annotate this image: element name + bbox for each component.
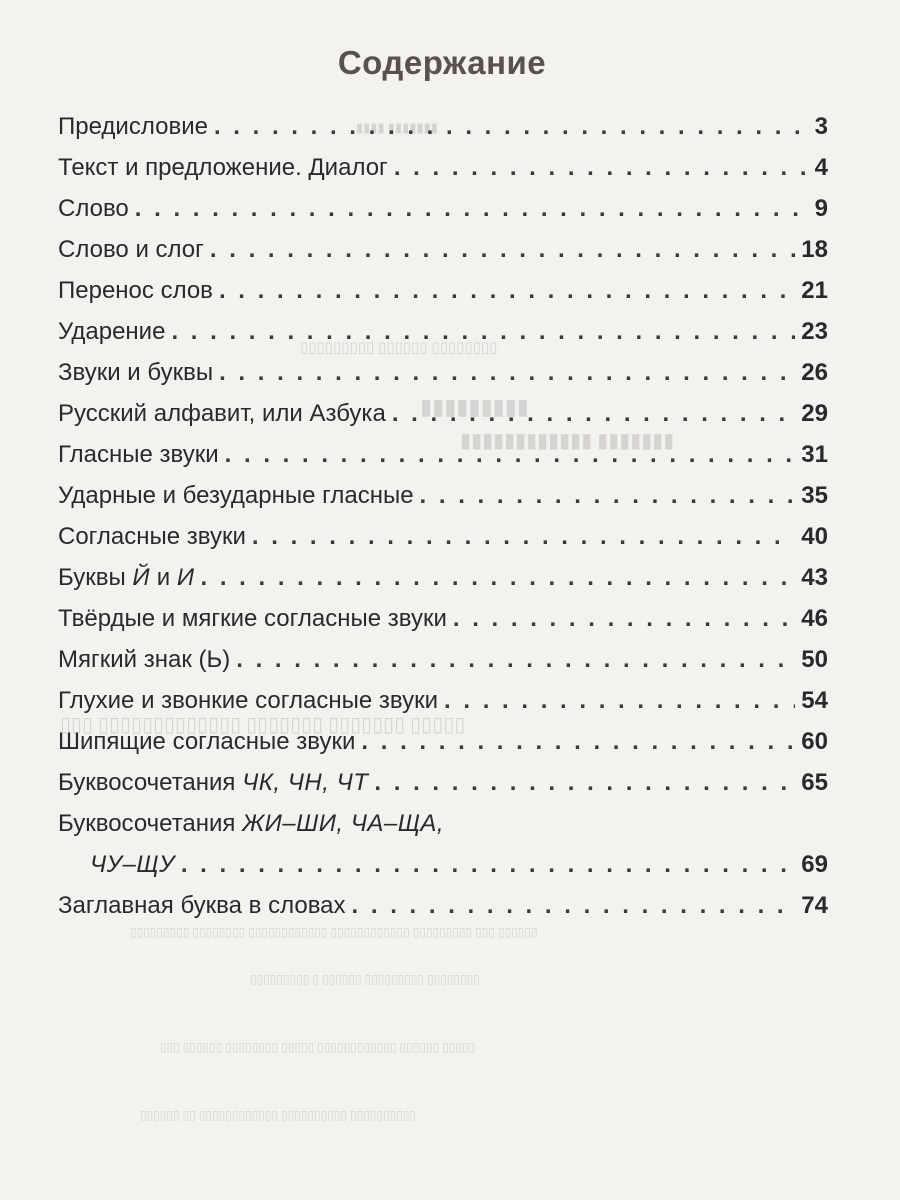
dot-leader: [394, 147, 809, 188]
dot-leader: [420, 475, 796, 516]
dot-leader: [171, 311, 795, 352]
page-title: Содержание: [337, 44, 547, 81]
dot-leader: [135, 188, 809, 229]
dot-leader: [444, 680, 795, 721]
toc-entry[interactable]: [58, 147, 828, 188]
toc-entry-title: Глухие и звонкие согласные звуки: [58, 687, 439, 714]
toc-entry-title-italic: И: [176, 564, 195, 591]
toc-page-number: 26: [801, 359, 828, 386]
toc-page-number: 40: [801, 523, 828, 550]
toc-entry-title: Русский алфавит, или Азбука: [58, 400, 386, 427]
toc-entry-title-text: Буквы: [58, 564, 133, 591]
dot-leader: [219, 352, 795, 393]
toc-entry-title-italic: ЧК, ЧН, ЧТ: [242, 769, 369, 796]
toc-entry-title: Звуки и буквы: [58, 359, 214, 386]
toc-entry-title-italic: Й: [132, 564, 151, 591]
toc-entry[interactable]: [58, 229, 828, 270]
toc-page-number: 18: [801, 236, 828, 263]
dot-leader: [214, 106, 809, 147]
toc-page-number: 21: [801, 277, 828, 304]
toc-page-number: 46: [801, 605, 828, 632]
toc-entry-line-2[interactable]: [58, 844, 828, 885]
show-through-text: ▮▮▮▮▮▮▮▮▮▮▮▮ ▮▮▮▮▮▮▮: [460, 430, 675, 452]
dot-leader: [252, 516, 795, 557]
toc-entry[interactable]: [58, 885, 828, 926]
toc-page-number: 60: [801, 728, 828, 755]
toc-page-number: 74: [801, 892, 828, 919]
toc-page-number: 65: [801, 769, 828, 796]
toc-entry-title: [90, 844, 175, 885]
toc-page-number: 9: [814, 195, 828, 222]
table-of-contents: [58, 106, 828, 926]
toc-entry-title: Согласные звуки: [58, 523, 246, 550]
dot-leader: [219, 270, 795, 311]
show-through-text: ▯▯▯ ▯▯▯▯▯▯▯▯▯▯▯▯▯ ▯▯▯▯▯▯▯ ▯▯▯▯▯▯▯ ▯▯▯▯▯: [60, 714, 466, 736]
show-through-text: ▯▯▯▯▯▯ ▯▯ ▯▯▯▯▯▯▯▯▯▯▯▯ ▯▯▯▯▯▯▯▯▯▯ ▯▯▯▯▯▯▯▯▯▯: [140, 1108, 417, 1122]
show-through-text: ▯▯▯ ▯▯▯▯▯▯ ▯▯▯▯▯▯▯▯ ▯▯▯▯▯ ▯▯▯▯▯▯▯▯▯▯▯▯ ▯▯▯▯▯▯ ▯▯▯▯▯: [160, 1040, 476, 1054]
toc-page-number: 23: [801, 318, 828, 345]
toc-entry-title-text: и: [150, 564, 177, 591]
toc-page-number: 31: [801, 441, 828, 468]
toc-page-number: 4: [814, 154, 828, 181]
show-through-text: ▯▯▯▯▯▯▯▯▯ ▯ ▯▯▯▯▯▯ ▯▯▯▯▯▯▯▯▯ ▯▯▯▯▯▯▯▯: [250, 972, 480, 986]
toc-entry-title: Шипящие согласные звуки: [58, 728, 356, 755]
toc-entry[interactable]: [58, 311, 828, 352]
toc-entry-title: Текст и предложение. Диалог: [58, 154, 388, 181]
toc-entry[interactable]: [58, 393, 828, 434]
toc-entry-title: Слово и слог: [58, 236, 204, 263]
toc-entry[interactable]: [58, 516, 828, 557]
dot-leader: [361, 721, 795, 762]
dot-leader: [225, 434, 796, 475]
toc-entry[interactable]: [58, 352, 828, 393]
toc-entry-title: Слово: [58, 195, 129, 222]
toc-entry-title: [58, 557, 194, 598]
show-through-text: ▮▮▮▮▮▮▮▮▮: [420, 394, 529, 419]
toc-page-number: 69: [801, 851, 828, 878]
toc-entry[interactable]: [58, 721, 828, 762]
toc-entry-title: Гласные звуки: [58, 441, 219, 468]
dot-leader: [352, 885, 796, 926]
toc-entry-title-text: Буквосочетания: [58, 810, 243, 837]
toc-entry-title: Ударение: [58, 318, 166, 345]
toc-entry[interactable]: [58, 188, 828, 229]
toc-entry-title: Предисловие: [58, 113, 208, 140]
toc-entry-line-1[interactable]: [58, 803, 828, 844]
dot-leader: [374, 762, 795, 803]
toc-entry-title: Ударные и безударные гласные: [58, 482, 414, 509]
show-through-text: ▯▯▯▯▯▯▯▯▯ ▯▯▯▯▯▯ ▯▯▯▯▯▯▯▯: [300, 340, 498, 356]
show-through-text: ▯▯▯▯▯▯▯▯▯ ▯▯▯▯▯▯▯▯ ▯▯▯▯▯▯▯▯▯▯▯▯ ▯▯▯▯▯▯▯▯▯▯▯▯ ▯▯▯▯▯▯▯▯▯ ▯▯▯ ▯▯▯▯▯▯: [130, 925, 538, 939]
toc-entry-title: Мягкий знак (Ь): [58, 646, 231, 673]
dot-leader: [236, 639, 795, 680]
toc-entry[interactable]: [58, 762, 828, 803]
toc-entry-title: [58, 762, 368, 803]
toc-page-number: 54: [801, 687, 828, 714]
toc-page-number: 35: [801, 482, 828, 509]
toc-entry[interactable]: [58, 598, 828, 639]
dot-leader: [181, 844, 795, 885]
dot-leader: [210, 229, 795, 270]
toc-entry-title-text: Буквосочетания: [58, 769, 243, 796]
toc-entry-title: Заглавная буква в словах: [58, 892, 346, 919]
toc-entry-title-italic: ЖИ–ШИ, ЧА–ЩА,: [242, 810, 445, 837]
toc-entry[interactable]: [58, 680, 828, 721]
toc-entry-title: Твёрдые и мягкие согласные звуки: [58, 605, 447, 632]
dot-leader: [200, 557, 795, 598]
toc-entry-title-italic: ЧУ–ЩУ: [90, 851, 175, 878]
toc-entry[interactable]: [58, 557, 828, 598]
toc-entry[interactable]: [58, 270, 828, 311]
dot-leader: [453, 598, 795, 639]
dot-leader: [392, 393, 795, 434]
toc-entry-title: [58, 803, 444, 844]
show-through-text: ▮▮▮▮ ▮▮▮▮▮▮▮: [356, 120, 438, 135]
toc-page-number: 3: [814, 113, 828, 140]
toc-page-number: 43: [801, 564, 828, 591]
toc-entry[interactable]: [58, 106, 828, 147]
toc-entry[interactable]: [58, 639, 828, 680]
toc-page-number: 29: [801, 400, 828, 427]
toc-entry[interactable]: [58, 434, 828, 475]
toc-entry[interactable]: [58, 475, 828, 516]
toc-entry-title: Перенос слов: [58, 277, 213, 304]
toc-page-number: 50: [801, 646, 828, 673]
